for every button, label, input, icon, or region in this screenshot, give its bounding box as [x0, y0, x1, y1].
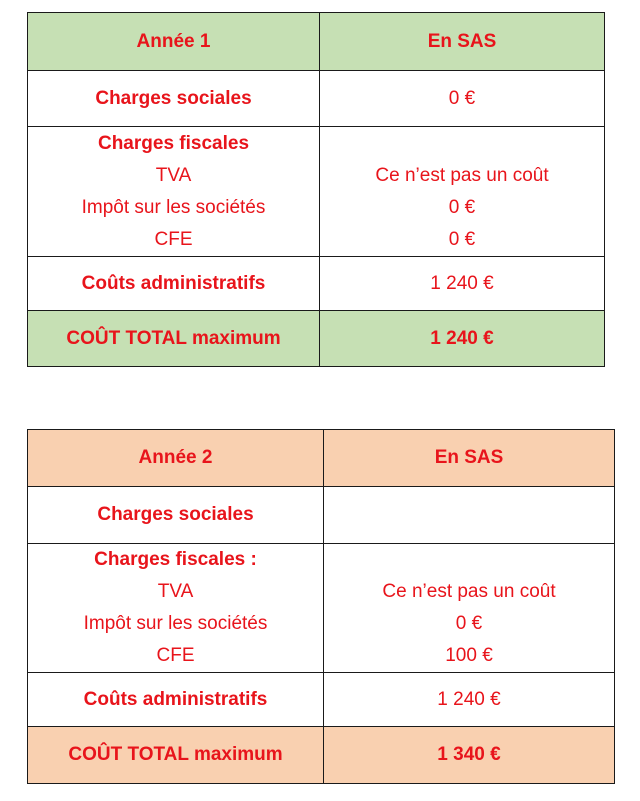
- row-couts-administratifs: [28, 257, 605, 311]
- value-couts-administratifs: 1 240 €: [320, 257, 605, 311]
- cost-table-year-2: [27, 429, 615, 784]
- value-couts-administratifs: 1 240 €: [324, 673, 615, 727]
- item-label-impot: Impôt sur les sociétés: [83, 613, 268, 634]
- value-charges-fiscales: [320, 127, 605, 257]
- item-value-impot: 0 €: [455, 613, 483, 634]
- item-label-tva: TVA: [157, 581, 194, 602]
- header-status: En SAS: [324, 430, 615, 487]
- row-total: [28, 727, 615, 784]
- row-total: [28, 311, 605, 367]
- item-label-cfe: CFE: [154, 228, 193, 250]
- item-value-tva: Ce n’est pas un coût: [382, 581, 556, 602]
- row-charges-fiscales: [28, 544, 615, 673]
- item-value-impot: 0 €: [448, 196, 476, 218]
- row-charges-sociales: [28, 487, 615, 544]
- item-label-tva: TVA: [155, 164, 192, 186]
- label-charges-sociales: Charges sociales: [28, 71, 320, 127]
- item-label-impot: Impôt sur les sociétés: [81, 196, 266, 218]
- label-charges-sociales: Charges sociales: [28, 487, 324, 544]
- value-charges-fiscales: [324, 544, 615, 673]
- value-charges-sociales: 0 €: [320, 71, 605, 127]
- header-year: Année 1: [28, 13, 320, 71]
- header-status: En SAS: [320, 13, 605, 71]
- label-total: COÛT TOTAL maximum: [28, 311, 320, 367]
- label-couts-administratifs: Coûts administratifs: [28, 257, 320, 311]
- header-row: [28, 13, 605, 71]
- cost-table-year-1: [27, 12, 605, 367]
- value-charges-sociales: [324, 487, 615, 544]
- item-value-cfe: 0 €: [448, 228, 476, 250]
- label-total: COÛT TOTAL maximum: [28, 727, 324, 784]
- row-couts-administratifs: [28, 673, 615, 727]
- row-charges-sociales: [28, 71, 605, 127]
- item-label-cfe: CFE: [156, 645, 195, 666]
- charges-fiscales-heading: Charges fiscales :: [94, 549, 257, 570]
- header-year: Année 2: [28, 430, 324, 487]
- row-charges-fiscales: [28, 127, 605, 257]
- label-charges-fiscales: [28, 127, 320, 257]
- label-couts-administratifs: Coûts administratifs: [28, 673, 324, 727]
- value-total: 1 240 €: [320, 311, 605, 367]
- label-charges-fiscales: [28, 544, 324, 673]
- value-total: 1 340 €: [324, 727, 615, 784]
- charges-fiscales-heading: Charges fiscales: [97, 132, 250, 154]
- item-value-tva: Ce n’est pas un coût: [375, 164, 549, 186]
- header-row: [28, 430, 615, 487]
- item-value-cfe: 100 €: [445, 645, 493, 666]
